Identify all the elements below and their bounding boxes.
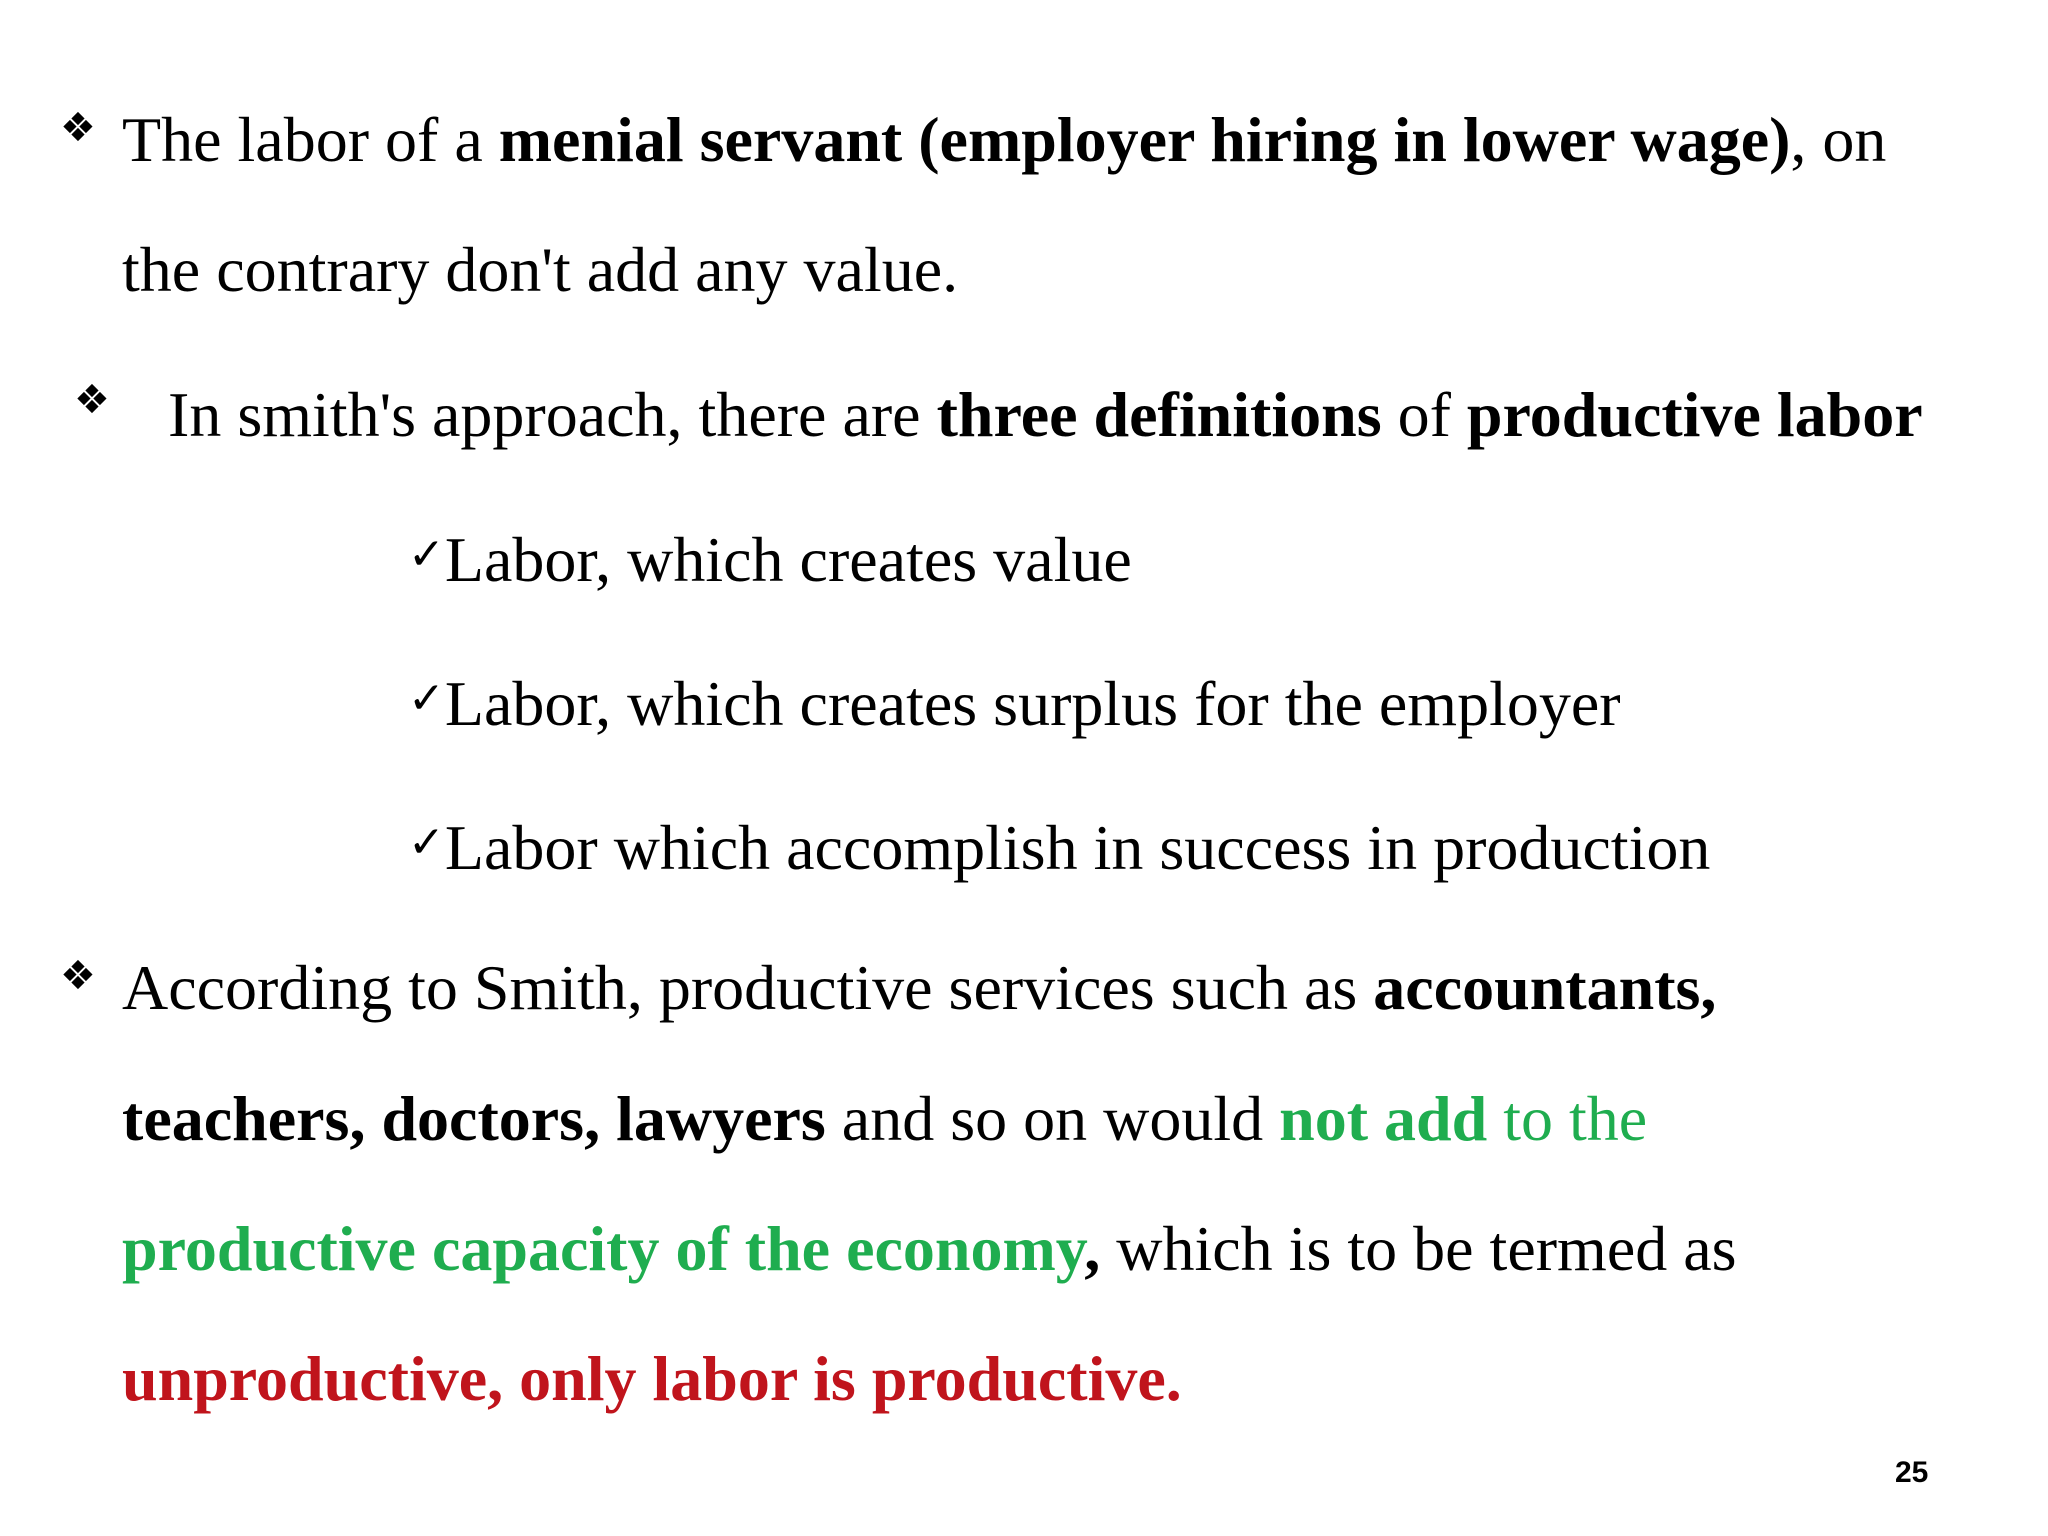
definition-item — [408, 668, 1621, 739]
point1-text-a: The labor of a — [122, 104, 499, 175]
diamond-bullet-icon: ❖ — [60, 953, 96, 999]
point1-text-c: , on — [1790, 104, 1887, 175]
point2-bold-three-definitions: three definitions — [936, 379, 1382, 450]
point3-comma: , — [1084, 1213, 1101, 1284]
point1-bold-term: menial servant (employer hiring in lower wage) — [498, 104, 1791, 175]
point2-bold-productive-labor: productive labor — [1466, 379, 1923, 450]
definition-item — [408, 812, 1711, 883]
point3-line3 — [122, 1213, 1737, 1284]
point3-text-termed-as: which is to be termed as — [1100, 1213, 1737, 1284]
definition-text: Labor, which creates surplus for the employer — [444, 668, 1621, 739]
point2-text-a: In smith's approach, there are — [168, 379, 937, 450]
point3-green-not-add: not add — [1279, 1083, 1488, 1154]
definition-item — [408, 524, 1132, 595]
checkmark-icon: ✓ — [408, 817, 445, 868]
checkmark-icon: ✓ — [408, 529, 445, 580]
point3-red-conclusion: unproductive, only labor is productive. — [122, 1343, 1182, 1414]
diamond-bullet-icon: ❖ — [74, 377, 110, 423]
diamond-bullet-icon: ❖ — [60, 105, 96, 151]
point3-text-a: According to Smith, productive services such as — [122, 952, 1374, 1023]
definition-text: Labor, which creates value — [444, 524, 1132, 595]
point3-text-and-so-on: and so on would — [825, 1083, 1280, 1154]
point1-line1 — [122, 104, 1887, 175]
point3-line1 — [122, 952, 1717, 1023]
point2-line — [168, 379, 1923, 450]
point3-green-productive-capacity: productive capacity of the economy — [122, 1213, 1085, 1284]
checkmark-icon: ✓ — [408, 673, 445, 724]
point3-green-to-the: to the — [1487, 1083, 1648, 1154]
point3-bold-professions: teachers, doctors, lawyers — [122, 1083, 826, 1154]
point3-bold-accountants: accountants, — [1373, 952, 1717, 1023]
point1-line2: the contrary don't add any value. — [122, 234, 959, 305]
definition-text: Labor which accomplish in success in production — [444, 812, 1711, 883]
point3-line2 — [122, 1083, 1648, 1154]
page-number: 25 — [1895, 1456, 1929, 1489]
point3-line4-conclusion — [122, 1343, 1182, 1414]
point2-text-c: of — [1381, 379, 1467, 450]
